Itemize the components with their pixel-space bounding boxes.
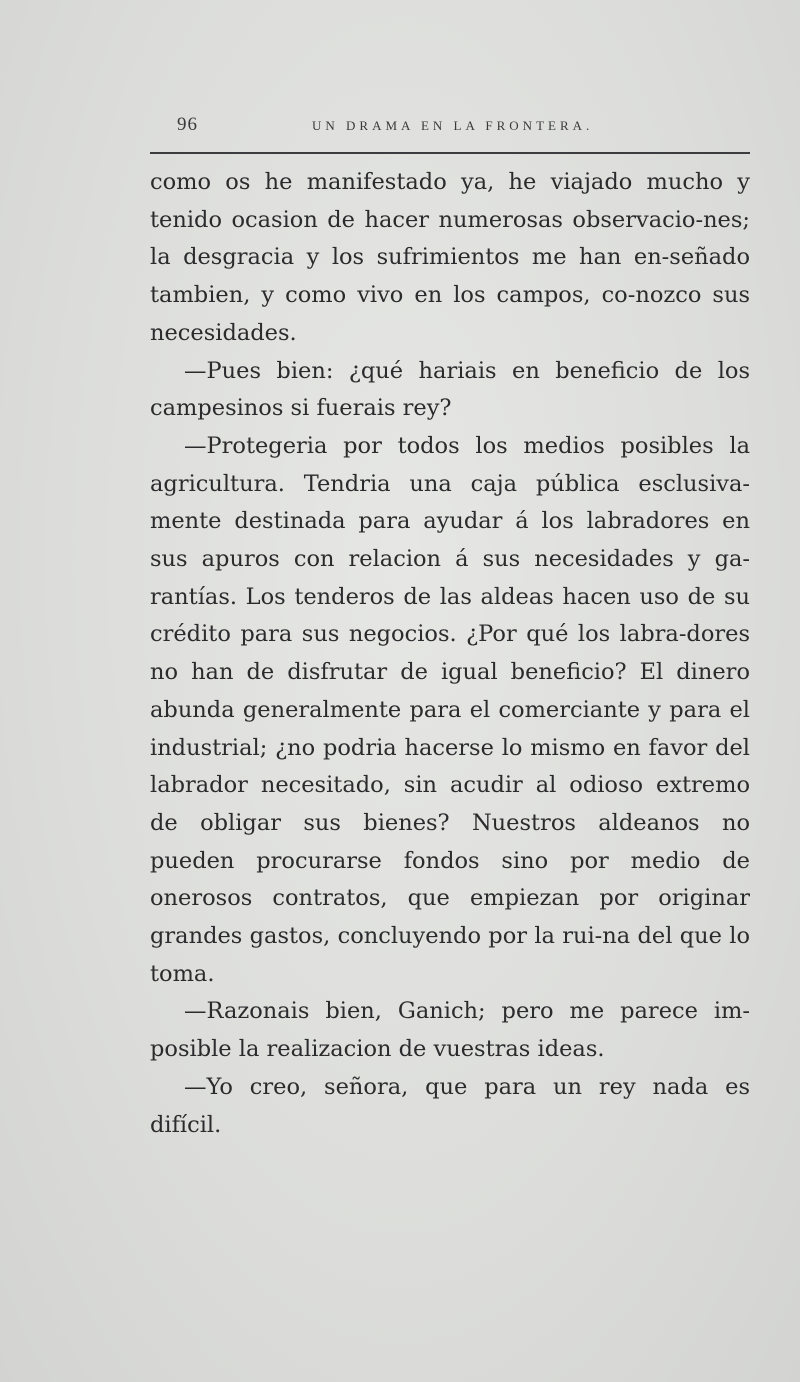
- paragraph-dialogue-answer: —Protegeria por todos los medios posibles la agricultura. Tendria una caja pública esclusiva-mente destinada para ayudar á los labradores en sus apuros con relacion á sus necesidades y ga-rantías. Los tenderos de las aldeas hacen uso de su crédito para sus negocios. ¿Por qué los labra-dores no han de disfrutar de igual beneficio? El dinero abunda generalmente para el comerciante y para el industrial; ¿no podria hacerse lo mismo en favor del labrador necesitado, sin acudir al odioso extremo de obligar sus bienes? Nuestros aldeanos no pueden procurarse fondos sino por medio de onerosos contratos, que empiezan por originar grandes gastos, concluyendo por la rui-na del que lo toma.: [150, 432, 750, 987]
- paragraph-dialogue-final: —Yo creo, señora, que para un rey nada es difícil.: [150, 1073, 750, 1138]
- paragraph-dialogue-question: —Pues bien: ¿qué hariais en beneficio de los campesinos si fuerais rey?: [150, 357, 750, 422]
- body-text: [150, 164, 750, 1144]
- running-title: UN DRAMA EN LA FRONTERA.: [312, 118, 594, 133]
- book-page: [150, 108, 750, 1138]
- paragraph-continuation: como os he manifestado ya, he viajado mucho y tenido ocasion de hacer numerosas observacio-nes; la desgracia y los sufrimientos me han en-señado tambien, y como vivo en los campos, co-nozco sus necesidades.: [150, 169, 750, 346]
- page-header: [150, 108, 750, 138]
- header-rule: [150, 152, 750, 154]
- paragraph-dialogue-reply: —Razonais bien, Ganich; pero me parece im-posible la realizacion de vuestras ideas.: [150, 998, 750, 1063]
- page-number: 96: [177, 114, 198, 135]
